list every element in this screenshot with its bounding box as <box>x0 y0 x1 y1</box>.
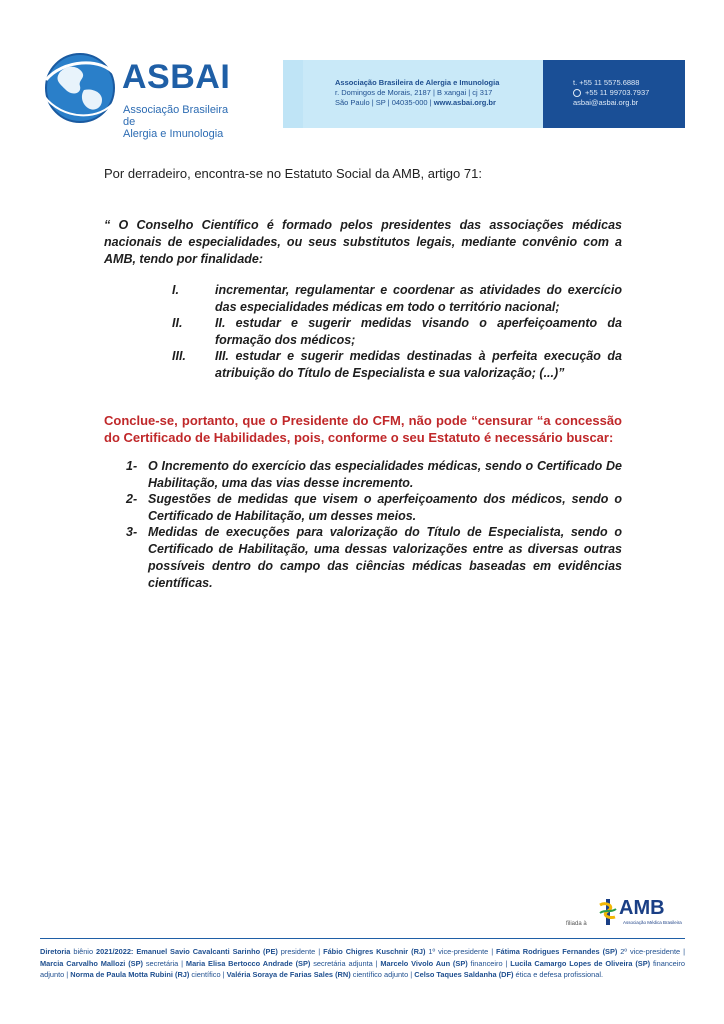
list-number: 1- <box>126 459 138 473</box>
asbai-logo <box>42 50 242 140</box>
list-number: II. <box>172 316 183 330</box>
address-line-1: r. Domingos de Morais, 2187 | B xangai | cj 317 <box>335 88 493 97</box>
logo-subtitle: Associação Brasileira de Alergia e Imunologia <box>123 104 229 140</box>
list-text: Medidas de execuções para valorização do Título de Especialista, sendo o Certificado de Habilitação, uma dessas valorizações entre as diversas outras possíveis dentro do campo das ciências médicas baseadas em evidências científicas. <box>148 525 622 590</box>
address-line-2: São Paulo | SP | 04035-000 | www.asbai.org.br <box>335 98 496 107</box>
contact-info <box>573 78 649 108</box>
list-number: I. <box>172 283 179 297</box>
numbered-list-item <box>126 524 622 592</box>
numbered-list-item <box>126 458 622 492</box>
whatsapp-number: +55 11 99703.7937 <box>585 88 650 97</box>
footer-board-list: Diretoria biênio 2021/2022: Emanuel Savio Cavalcanti Sarinho (PE) presidente | Fábio Chigres Kuschnir (RJ) 1º vice-presidente | Fátima Rodrigues Fernandes (SP) 2º vice-presidente | Marcia Carvalho Mallozi (SP) secretária | Maria Elisa Bertocco Andrade (SP) secretária adjunta | Marcelo Vivolo Aun (SP) financeiro | Lucila Camargo Lopes de Oliveira (SP) financeiro adjunto | Norma de Paula Motta Rubini (RJ) científico | Valéria Soraya de Farias Sales (RN) científico adjunto | Celso Taques Saldanha (DF) ética e defesa profissional. <box>40 947 685 979</box>
logo-title: ASBAI <box>122 58 231 96</box>
amb-emblem-icon <box>597 899 619 925</box>
intro-paragraph: Por derradeiro, encontra-se no Estatuto Social da AMB, artigo 71: <box>104 166 482 181</box>
quote-paragraph: “ O Conselho Científico é formado pelos presidentes das associações médicas nacionais de especialidades, ou seus substitutos legais, mediante convênio com a AMB, tendo por finalidade: <box>104 218 622 266</box>
list-number: 2- <box>126 492 138 506</box>
amb-wordmark: AMB <box>619 897 665 919</box>
whatsapp-icon <box>573 89 581 97</box>
amb-subtitle: Associação Médica Brasileira <box>623 920 682 925</box>
list-number: 3- <box>126 525 138 539</box>
header-address <box>335 78 499 108</box>
globe-logo-icon <box>42 50 118 126</box>
email-link[interactable]: asbai@asbai.org.br <box>573 98 639 107</box>
roman-list-item <box>172 282 622 316</box>
list-text: O Incremento do exercício das especialidades médicas, sendo o Certificado De Habilitação, uma das vias desse incremento. <box>148 459 622 490</box>
org-name: Associação Brasileira de Alergia e Imunologia <box>335 78 500 87</box>
roman-list-item <box>172 348 622 382</box>
list-text: Sugestões de medidas que visem o aperfeiçoamento dos médicos, sendo o Certificado de Habilitação, um desses meios. <box>148 492 622 523</box>
list-text: II. estudar e sugerir medidas visando o aperfeiçoamento da formação dos médicos; <box>215 316 622 347</box>
header-contact-band <box>543 60 685 128</box>
conclusion-paragraph: Conclue-se, portanto, que o Presidente do CFM, não pode “censurar “a concessão do Certificado de Habilidades, pois, conforme o seu Estatuto é necessário buscar: <box>104 413 622 445</box>
amb-logo <box>597 895 687 929</box>
header-info-band <box>283 60 543 128</box>
phone: t. +55 11 5575.6888 <box>573 78 640 87</box>
roman-list-item <box>172 315 622 349</box>
list-number: III. <box>172 349 186 363</box>
list-text: incrementar, regulamentar e coordenar as atividades do exercício das especialidades médicas em todo o território nacional; <box>215 283 622 314</box>
numbered-list-item <box>126 491 622 525</box>
footer-divider <box>40 938 685 939</box>
affiliation-label: filiada à <box>566 921 587 927</box>
website-link[interactable]: www.asbai.org.br <box>433 98 496 107</box>
list-text: III. estudar e sugerir medidas destinadas à perfeita execução da atribuição do Título de Especialista e sua valorização; (...)” <box>215 349 622 380</box>
